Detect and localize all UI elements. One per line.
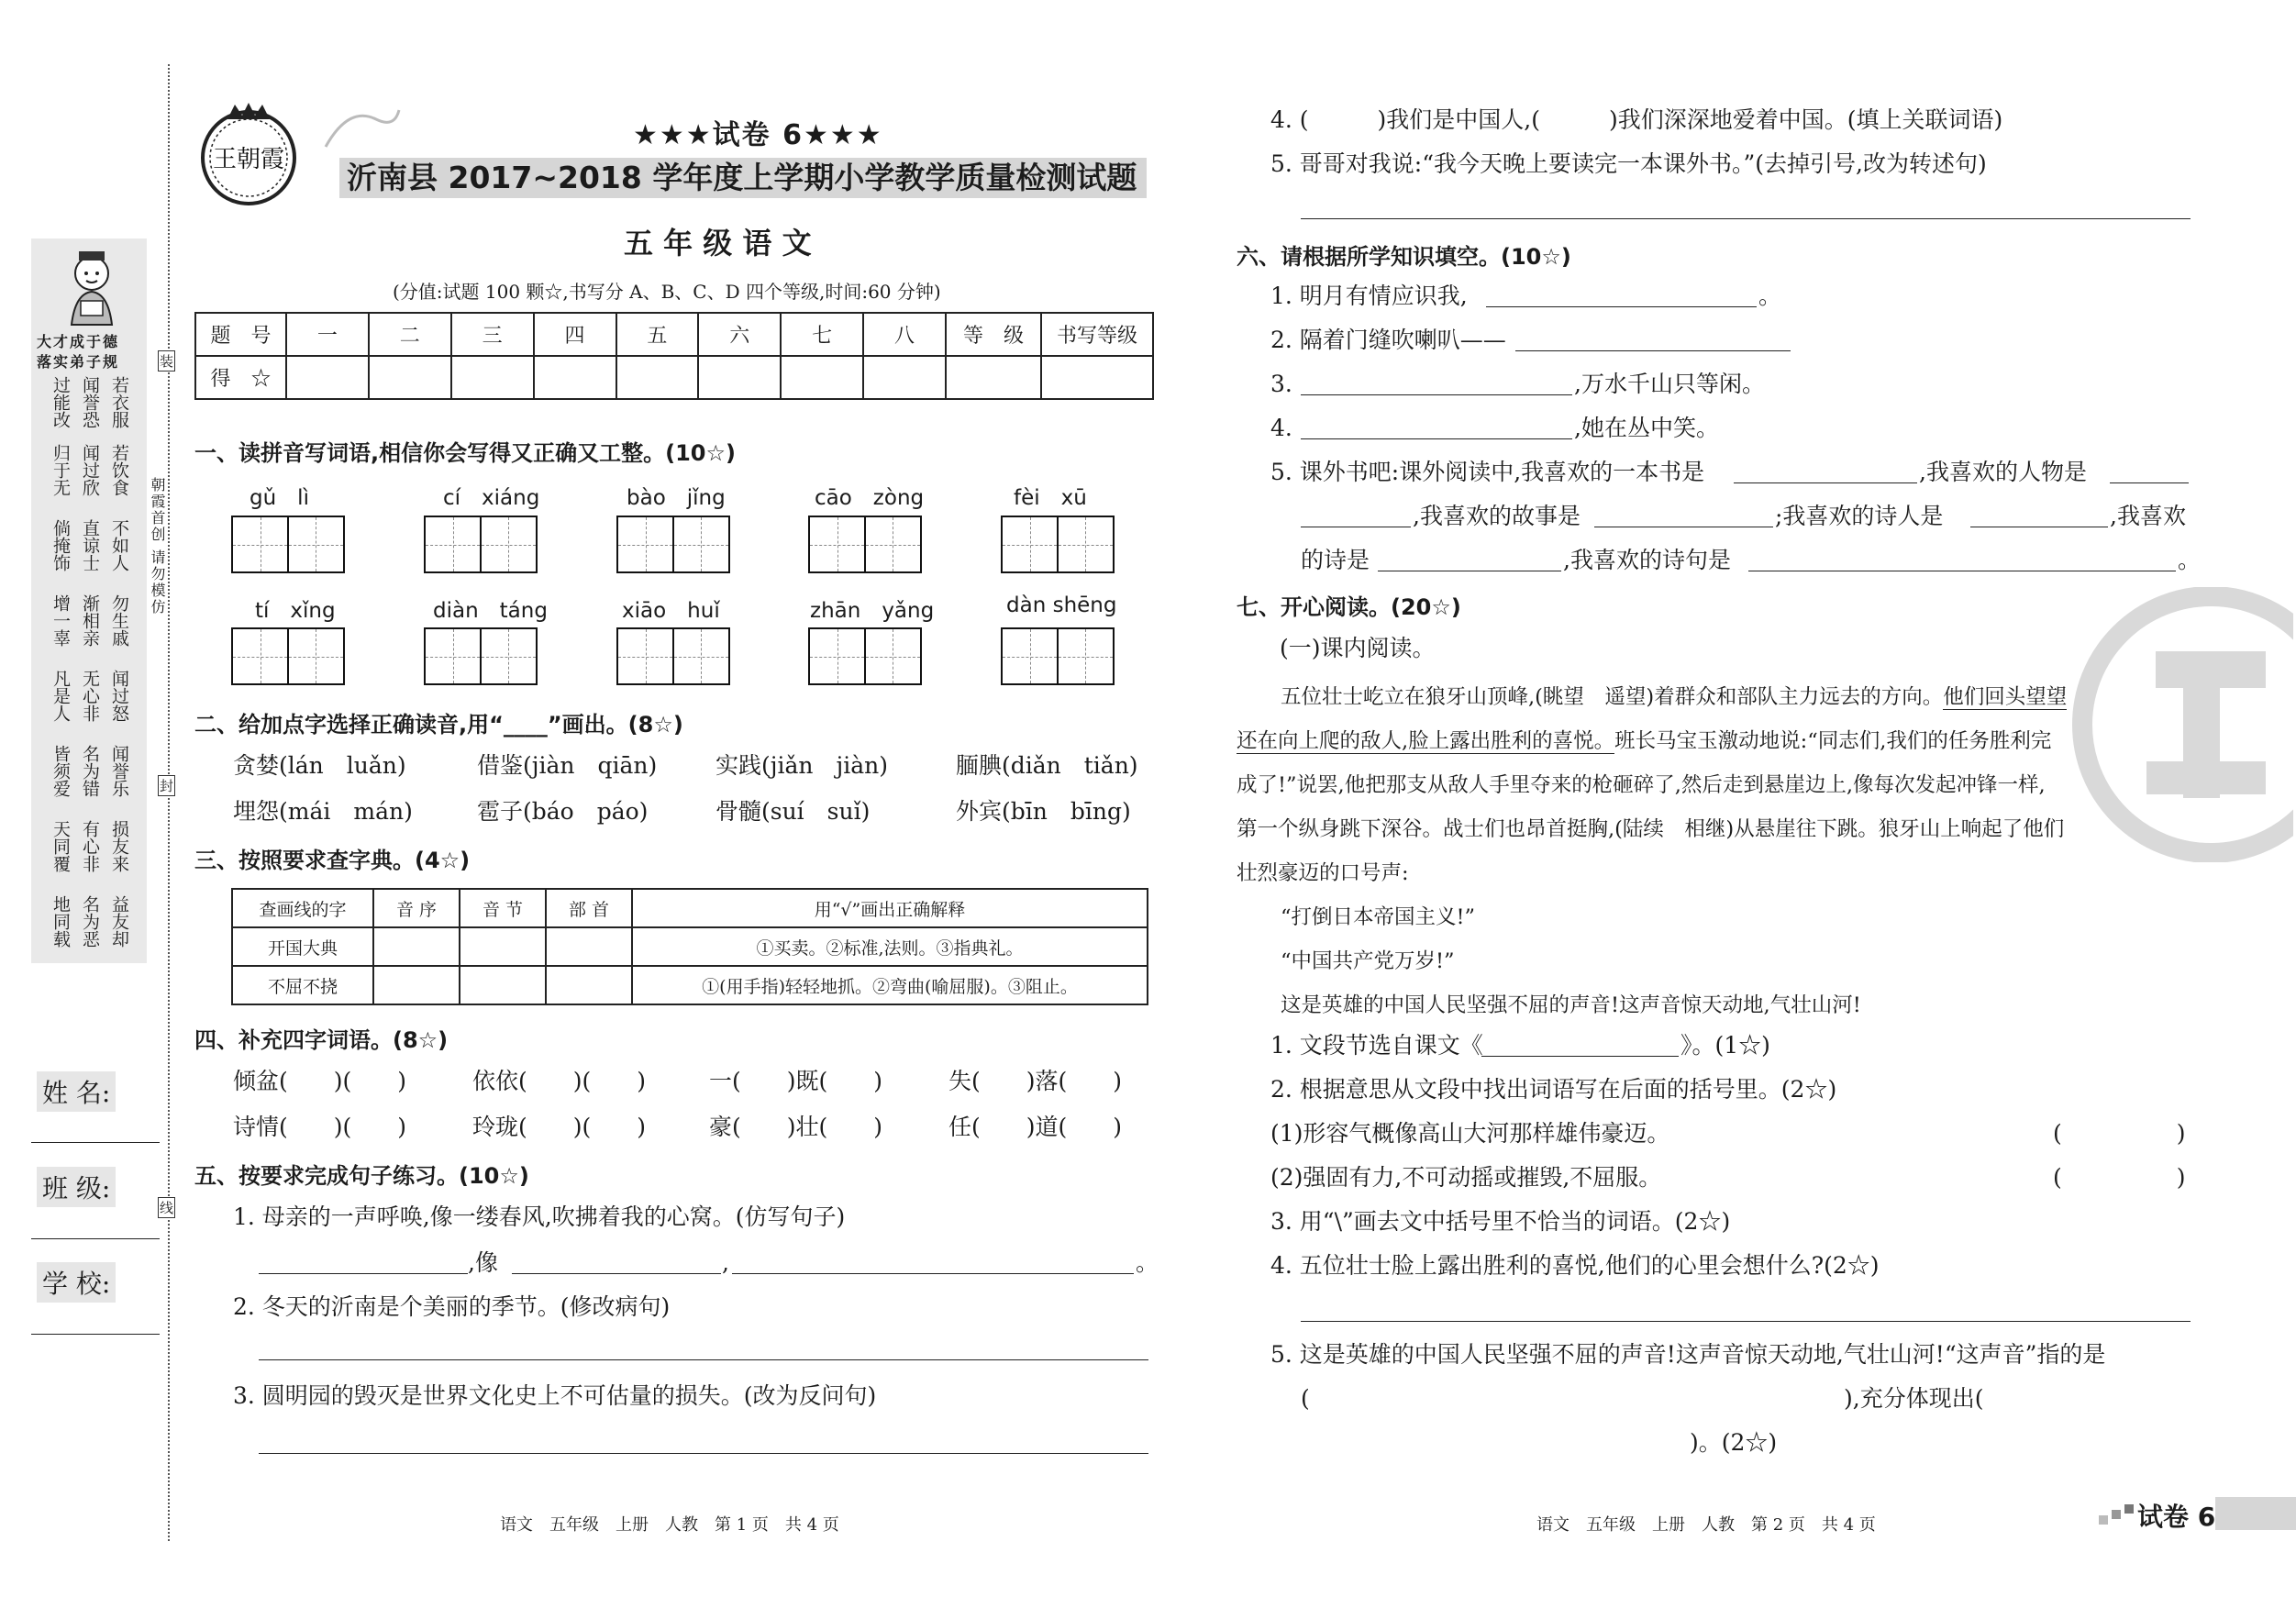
section2-heading: 二、给加点字选择正确读音,用“____”画出。(8☆) bbox=[194, 712, 683, 738]
answer-paren[interactable]: ( ) bbox=[2053, 1164, 2186, 1191]
pronunciation-item[interactable]: 外宾(bīn bīng) bbox=[956, 798, 1131, 825]
passage-line: 第一个纵身跳下深谷。战士们也昂首挺胸,(陆续 相继)从悬崖往下跳。狼牙山上响起了他们 bbox=[1237, 817, 2065, 841]
reading-q1-end: 》。(1☆) bbox=[1680, 1032, 1770, 1059]
pinyin-label: gǔ lì bbox=[250, 486, 309, 510]
footer-right: 语文 五年级 上册 人教 第 2 页 共 4 页 bbox=[1536, 1515, 1876, 1535]
idiom-item[interactable]: 任( )道( ) bbox=[948, 1114, 1123, 1140]
score-cell[interactable] bbox=[781, 356, 863, 399]
dict-col: 部 首 bbox=[546, 889, 632, 927]
footer-left: 语文 五年级 上册 人教 第 1 页 共 4 页 bbox=[500, 1515, 839, 1535]
answer-line[interactable] bbox=[1301, 394, 1572, 395]
maxim: 倘掩饰 bbox=[50, 519, 71, 571]
maxim: 闻誉乐 bbox=[109, 745, 129, 797]
section1-heading: 一、读拼音写词语,相信你会写得又正确又工整。(10☆) bbox=[194, 440, 736, 466]
writing-grid[interactable] bbox=[424, 516, 538, 573]
scholar-illustration bbox=[55, 246, 128, 328]
maxim: 过能改 bbox=[50, 376, 71, 428]
reading-q5-d: )。(2☆) bbox=[1690, 1429, 1778, 1456]
answer-line[interactable] bbox=[2110, 482, 2189, 483]
reading-q3: 3. 用“\”画去文中括号里不恰当的词语。(2☆) bbox=[1270, 1208, 1731, 1235]
fill-q2: 2. 隔着门缝吹喇叭—— bbox=[1270, 327, 1506, 353]
idiom-item[interactable]: 诗情( )( ) bbox=[233, 1114, 407, 1140]
passage-line: “中国共产党万岁!” bbox=[1281, 949, 1455, 973]
score-value-row bbox=[195, 356, 1153, 399]
dict-cell[interactable] bbox=[373, 927, 460, 966]
score-table bbox=[194, 312, 1154, 400]
pronunciation-item[interactable]: 雹子(báo páo) bbox=[477, 798, 649, 825]
dict-word: 开国大典 bbox=[232, 927, 373, 966]
name-field-label: 姓 名: bbox=[37, 1071, 116, 1112]
fill-q1: 1. 明月有情应识我, bbox=[1270, 283, 1468, 309]
ribbon-decoration bbox=[321, 101, 404, 156]
sentence-q5: 5. 哥哥对我说:“我今天晚上要读完一本课外书。”(去掉引号,改为转述句) bbox=[1270, 150, 1987, 177]
reading-q5-b: ( bbox=[1301, 1385, 1310, 1412]
dict-col: 音 节 bbox=[460, 889, 546, 927]
q1-period: 。 bbox=[1136, 1249, 1159, 1276]
fill-q5-c: ,我喜欢的故事是 bbox=[1413, 503, 1581, 529]
maxim: 若衣服 bbox=[109, 376, 129, 428]
idiom-item[interactable]: 玲珑( )( ) bbox=[472, 1114, 647, 1140]
answer-line[interactable] bbox=[1515, 350, 1791, 351]
maxim: 闻过怒 bbox=[109, 670, 129, 722]
pinyin-label: tí xǐng bbox=[255, 599, 336, 623]
maxim: 勿生戚 bbox=[109, 594, 129, 647]
score-col: 一 bbox=[286, 313, 369, 356]
score-col: 四 bbox=[534, 313, 616, 356]
class-field-line[interactable] bbox=[31, 1238, 160, 1239]
maxim: 损友来 bbox=[109, 820, 129, 872]
fill-q5-d: ;我喜欢的诗人是 bbox=[1775, 503, 1944, 529]
score-cell[interactable] bbox=[863, 356, 946, 399]
sidebar-motto-1: 大才成于德 bbox=[37, 333, 120, 350]
answer-line[interactable] bbox=[259, 1359, 1148, 1360]
score-col: 六 bbox=[698, 313, 781, 356]
dict-meaning[interactable]: ①(用手指)轻轻地抓。②弯曲(喻屈服)。③阻止。 bbox=[632, 966, 1148, 1004]
pronunciation-item[interactable]: 实践(jiǎn jiàn) bbox=[715, 752, 889, 779]
idiom-item[interactable]: 失( )落( ) bbox=[948, 1068, 1123, 1094]
page-badge: 试卷 6 bbox=[2137, 1502, 2216, 1532]
maxim: 若饮食 bbox=[109, 444, 129, 496]
score-cell[interactable] bbox=[946, 356, 1041, 399]
writing-grid[interactable] bbox=[808, 627, 922, 685]
name-field-line[interactable] bbox=[31, 1142, 160, 1143]
reading-q5: 5. 这是英雄的中国人民坚强不屈的声音!这声音惊天动地,气壮山河!“这声音”指的是 bbox=[1270, 1341, 2106, 1368]
passage-line: 壮烈豪迈的口号声: bbox=[1237, 861, 1409, 885]
dict-col: 查画线的字 bbox=[232, 889, 373, 927]
writing-grid[interactable] bbox=[616, 627, 730, 685]
fill-q3: 3. bbox=[1270, 371, 1292, 397]
passage-line: 成了!”说罢,他把那支从敌人手里夺来的枪砸碎了,然后走到悬崖边上,像每次发起冲锋一样, bbox=[1237, 773, 2046, 797]
fill-q5-h: 。 bbox=[2178, 547, 2202, 573]
pinyin-label: cāo zòng bbox=[815, 486, 925, 510]
reading-q2: 2. 根据意思从文段中找出词语写在后面的括号里。(2☆) bbox=[1270, 1076, 1837, 1103]
exam-meta: (分值:试题 100 颗☆,书写分 A、B、C、D 四个等级,时间:60 分钟) bbox=[393, 281, 941, 303]
fill-q3-end: ,万水千山只等闲。 bbox=[1574, 371, 1765, 397]
pinyin-label: dàn shēng bbox=[1006, 593, 1117, 617]
brand-logo bbox=[194, 101, 303, 209]
passage bbox=[1237, 675, 2195, 1027]
maxim: 天同覆 bbox=[50, 820, 71, 872]
pinyin-label: xiāo huǐ bbox=[622, 599, 720, 623]
series-label: ★★★试卷 6★★★ bbox=[633, 119, 883, 151]
maxim: 无心非 bbox=[80, 670, 100, 722]
answer-line[interactable] bbox=[732, 1273, 1134, 1274]
binding-dotted-line bbox=[168, 64, 170, 1541]
writing-grid[interactable] bbox=[808, 516, 922, 573]
answer-line[interactable] bbox=[1301, 438, 1572, 439]
school-field-line[interactable] bbox=[31, 1334, 160, 1335]
answer-line[interactable] bbox=[1734, 482, 1917, 483]
score-col: 二 bbox=[369, 313, 451, 356]
answer-line[interactable] bbox=[1301, 1321, 2191, 1322]
idiom-item[interactable]: 一( )既( ) bbox=[709, 1068, 883, 1094]
score-col: 七 bbox=[781, 313, 863, 356]
dict-cell[interactable] bbox=[546, 966, 632, 1004]
maxim: 闻誉恐 bbox=[80, 376, 100, 428]
maxim: 凡是人 bbox=[50, 670, 71, 722]
writing-grid[interactable] bbox=[231, 627, 345, 685]
pronunciation-item[interactable]: 贪婪(lán luǎn) bbox=[233, 752, 406, 779]
writing-grid[interactable] bbox=[231, 516, 345, 573]
fill-q5-b: ,我喜欢的人物是 bbox=[1919, 459, 2087, 485]
dict-row bbox=[232, 927, 1148, 966]
sidebar-maxims bbox=[51, 376, 134, 967]
answer-line[interactable] bbox=[512, 1273, 721, 1274]
writing-grid[interactable] bbox=[1001, 627, 1115, 685]
fill-q1-end: 。 bbox=[1758, 283, 1782, 309]
maxim: 直谅士 bbox=[80, 519, 100, 571]
maxim: 皆须爱 bbox=[50, 745, 71, 797]
score-row-label: 得 ☆ bbox=[195, 356, 286, 399]
pinyin-label: fèi xū bbox=[1014, 486, 1087, 510]
score-cell[interactable] bbox=[616, 356, 699, 399]
maxim: 不如人 bbox=[109, 519, 129, 571]
idiom-item[interactable]: 豪( )壮( ) bbox=[709, 1114, 883, 1140]
answer-line[interactable] bbox=[259, 1453, 1148, 1454]
maxim: 闻过欣 bbox=[80, 444, 100, 496]
logo-text: 王朝霞 bbox=[212, 146, 285, 173]
badge-bar bbox=[2215, 1497, 2296, 1530]
answer-line[interactable] bbox=[1301, 218, 2191, 219]
answer-paren[interactable]: ( ) bbox=[2053, 1120, 2186, 1147]
sidebar-seal-note: 朝霞首创 请勿模仿 bbox=[149, 477, 166, 616]
pinyin-label: zhān yǎng bbox=[810, 599, 935, 623]
dict-row bbox=[232, 966, 1148, 1004]
class-field-label: 班 级: bbox=[37, 1167, 116, 1207]
dict-header-row bbox=[232, 889, 1148, 927]
dict-cell[interactable] bbox=[460, 966, 546, 1004]
section4-heading: 四、补充四字词语。(8☆) bbox=[194, 1027, 449, 1053]
answer-line[interactable] bbox=[1486, 306, 1757, 307]
reading-q2b: (2)强固有力,不可动摇或摧毁,不屈服。 bbox=[1270, 1164, 1662, 1191]
maxim: 归于无 bbox=[50, 444, 71, 496]
sentence-q1: 1. 母亲的一声呼唤,像一缕春风,吹拂着我的心窝。(仿写句子) bbox=[233, 1203, 846, 1230]
score-col: 三 bbox=[451, 313, 534, 356]
score-header-row bbox=[195, 313, 1153, 356]
score-col: 书写等级 bbox=[1041, 313, 1153, 356]
score-col: 五 bbox=[616, 313, 699, 356]
score-cell[interactable] bbox=[451, 356, 534, 399]
fill-q4-end: ,她在丛中笑。 bbox=[1574, 415, 1719, 441]
score-cell[interactable] bbox=[698, 356, 781, 399]
sentence-q3: 3. 圆明园的毁灭是世界文化史上不可估量的损失。(改为反问句) bbox=[233, 1382, 877, 1409]
score-col: 等 级 bbox=[946, 313, 1041, 356]
reading-q5-c: ),充分体现出( bbox=[1844, 1385, 1984, 1412]
fill-q5-f: 的诗是 bbox=[1301, 547, 1370, 573]
sidebar-motto-2: 落实弟子规 bbox=[37, 353, 120, 371]
writing-grid[interactable] bbox=[1001, 516, 1115, 573]
idiom-item[interactable]: 依依( )( ) bbox=[472, 1068, 647, 1094]
dict-cell[interactable] bbox=[460, 927, 546, 966]
section7-heading: 七、开心阅读。(20☆) bbox=[1237, 594, 1461, 620]
dict-word: 不屈不挠 bbox=[232, 966, 373, 1004]
fill-q4: 4. bbox=[1270, 415, 1292, 441]
reading-q4: 4. 五位壮士脸上露出胜利的喜悦,他们的心里会想什么?(2☆) bbox=[1270, 1252, 1880, 1279]
passage-line: 这是英雄的中国人民坚强不屈的声音!这声音惊天动地,气壮山河! bbox=[1281, 993, 1861, 1017]
maxim: 益友却 bbox=[109, 895, 129, 948]
sentence-q2: 2. 冬天的沂南是个美丽的季节。(修改病句) bbox=[233, 1293, 671, 1320]
pinyin-label: cí xiáng bbox=[443, 486, 540, 510]
answer-line[interactable] bbox=[259, 1273, 468, 1274]
exam-subtitle: 五 年 级 语 文 bbox=[624, 226, 812, 261]
pronunciation-item[interactable]: 腼腆(diǎn tiǎn) bbox=[956, 752, 1138, 779]
section6-heading: 六、请根据所学知识填空。(10☆) bbox=[1237, 244, 1571, 270]
seal-char: 封 bbox=[158, 775, 175, 796]
dict-cell[interactable] bbox=[373, 966, 460, 1004]
writing-grid[interactable] bbox=[616, 516, 730, 573]
exam-title: 沂南县 2017~2018 学年度上学期小学教学质量检测试题 bbox=[347, 160, 1137, 195]
score-cell[interactable] bbox=[286, 356, 369, 399]
pinyin-label: bào jǐng bbox=[627, 486, 726, 510]
pronunciation-item[interactable]: 借鉴(jiàn qiān) bbox=[477, 752, 658, 779]
dict-cell[interactable] bbox=[546, 927, 632, 966]
section5-heading: 五、按要求完成句子练习。(10☆) bbox=[194, 1163, 529, 1189]
dict-col: 用“√”画出正确解释 bbox=[632, 889, 1148, 927]
maxim: 增一辜 bbox=[50, 594, 71, 647]
seal-char: 线 bbox=[158, 1197, 175, 1218]
sentence-q4: 4. ( )我们是中国人,( )我们深深地爱着中国。(填上关联词语) bbox=[1270, 106, 2003, 133]
passage-line: “打倒日本帝国主义!” bbox=[1281, 905, 1476, 929]
fill-q5-e: ,我喜欢 bbox=[2110, 503, 2186, 529]
badge-decoration bbox=[2099, 1504, 2135, 1526]
passage-line: 班长马宝玉激动地说:“同志们,我们的任务胜利完 bbox=[1614, 729, 2052, 753]
fill-q5-a: 5. 课外书吧:课外阅读中,我喜欢的一本书是 bbox=[1270, 459, 1705, 485]
maxim: 渐相亲 bbox=[80, 594, 100, 647]
reading-subheading: (一)课内阅读。 bbox=[1280, 635, 1436, 661]
dictionary-table bbox=[231, 888, 1148, 1005]
score-cell[interactable] bbox=[1041, 356, 1153, 399]
pinyin-label: diàn táng bbox=[433, 599, 548, 623]
maxim: 名为错 bbox=[80, 745, 100, 797]
reading-q2a: (1)形容气概像高山大河那样雄伟豪迈。 bbox=[1270, 1120, 1670, 1147]
pronunciation-item[interactable]: 骨髓(suí suǐ) bbox=[715, 798, 871, 825]
maxim: 地同载 bbox=[50, 895, 71, 948]
dict-meaning[interactable]: ①买卖。②标准,法则。③指典礼。 bbox=[632, 927, 1148, 966]
section3-heading: 三、按照要求查字典。(4☆) bbox=[194, 848, 471, 873]
dict-col: 音 序 bbox=[373, 889, 460, 927]
reading-q1: 1. 文段节选自课文《 bbox=[1270, 1032, 1483, 1059]
q1-connector: ,像 bbox=[468, 1249, 498, 1276]
score-col: 题 号 bbox=[195, 313, 286, 356]
score-col: 八 bbox=[863, 313, 946, 356]
writing-grid[interactable] bbox=[424, 627, 538, 685]
passage-underlined: 他们回头望望 bbox=[1943, 685, 2068, 709]
idiom-item[interactable]: 倾盆( )( ) bbox=[233, 1068, 407, 1094]
answer-line[interactable] bbox=[1481, 1056, 1679, 1057]
fill-q5-g: ,我喜欢的诗句是 bbox=[1563, 547, 1731, 573]
score-cell[interactable] bbox=[534, 356, 616, 399]
passage-line: 五位壮士屹立在狼牙山顶峰,(眺望 遥望)着群众和部队主力远去的方向。 bbox=[1281, 685, 1944, 709]
score-cell[interactable] bbox=[369, 356, 451, 399]
q1-comma: , bbox=[722, 1249, 729, 1276]
maxim: 名为恶 bbox=[80, 895, 100, 948]
passage-underlined: 还在向上爬的敌人,脸上露出胜利的喜悦。 bbox=[1237, 729, 1615, 753]
seal-char: 装 bbox=[158, 350, 175, 372]
pronunciation-item[interactable]: 埋怨(mái mán) bbox=[233, 798, 413, 825]
maxim: 有心非 bbox=[80, 820, 100, 872]
school-field-label: 学 校: bbox=[37, 1262, 116, 1303]
